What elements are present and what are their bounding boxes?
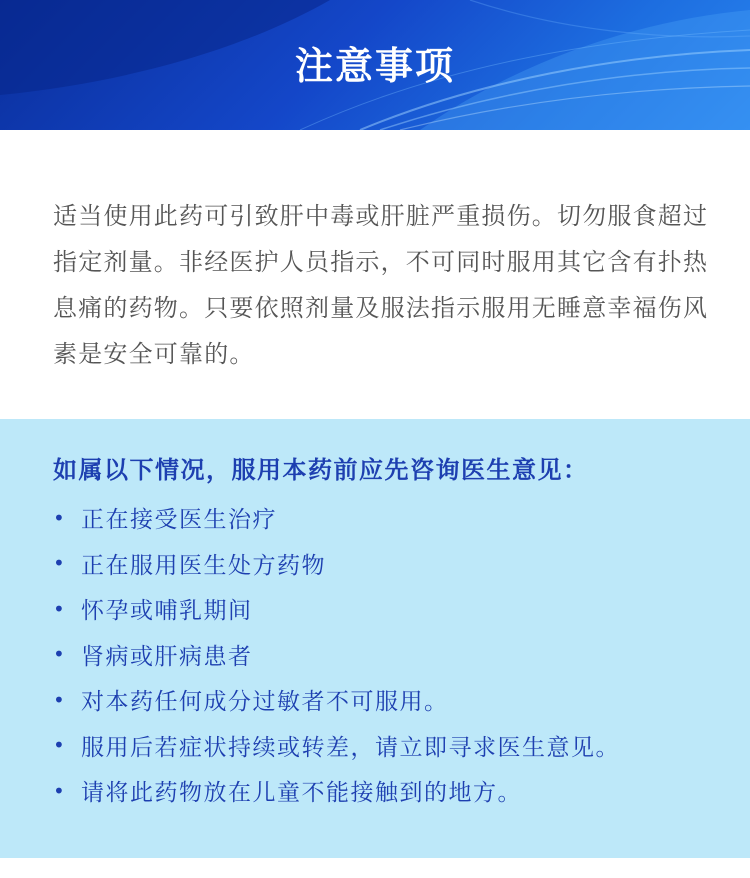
list-item <box>53 677 620 723</box>
list-item-text: 服用后若症状持续或转差，请立即寻求医生意见。 <box>81 734 620 761</box>
list-item <box>53 495 620 541</box>
notice-section <box>0 419 750 858</box>
list-item-text: 肾病或肝病患者 <box>81 643 253 670</box>
bullet-icon: • <box>53 778 67 803</box>
list-item <box>53 768 620 814</box>
list-item-text: 正在服用医生处方药物 <box>81 552 326 579</box>
bullet-icon: • <box>53 642 67 667</box>
notice-list <box>53 495 620 814</box>
list-item <box>53 541 620 587</box>
bullet-icon: • <box>53 687 67 712</box>
intro-paragraph: 适当使用此药可引致肝中毒或肝脏严重损伤。切勿服食超过指定剂量。非经医护人员指示，不可同时服用其它含有扑热息痛的药物。只要依照剂量及服法指示服用无睡意幸福伤风素是安全可靠的。 <box>53 202 709 368</box>
list-item <box>53 723 620 769</box>
list-item-text: 怀孕或哺乳期间 <box>81 598 253 625</box>
list-item-text: 请将此药物放在儿童不能接触到的地方。 <box>81 780 522 807</box>
list-item <box>53 632 620 678</box>
list-item-text: 正在接受医生治疗 <box>81 507 277 534</box>
notice-title: 如属以下情况，服用本药前应先咨询医生意见： <box>53 456 589 484</box>
header-banner <box>0 0 750 130</box>
bullet-icon: • <box>53 596 67 621</box>
bullet-icon: • <box>53 505 67 530</box>
bullet-icon: • <box>53 551 67 576</box>
list-item <box>53 586 620 632</box>
bullet-icon: • <box>53 733 67 758</box>
list-item-text: 对本药任何成分过敏者不可服用。 <box>81 689 449 716</box>
page-title: 注意事项 <box>294 44 455 88</box>
